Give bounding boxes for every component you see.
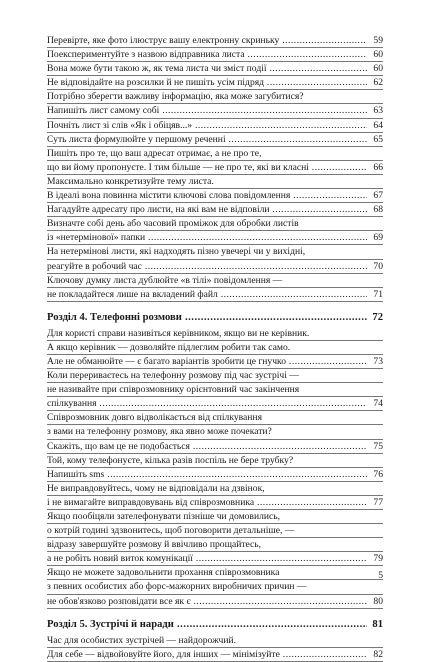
toc-entry-text: з певних особистих або форс-мажорних виробничих причин —	[47, 581, 307, 593]
toc-entry-text: не покладайтеся лише на вкладений файл .....	[47, 288, 367, 301]
section-heading-5[interactable]	[47, 616, 383, 633]
toc-entry[interactable]	[47, 566, 383, 580]
toc-entry-page: 64	[373, 119, 383, 131]
toc-entry-page: 73	[373, 355, 383, 367]
toc-entry[interactable]	[47, 189, 383, 203]
toc-entry-text: Почніть лист зі слів «Як і обіцяв...» .....	[47, 119, 367, 132]
section-page: 72	[372, 311, 383, 323]
toc-entry[interactable]	[47, 524, 383, 538]
toc-entries-chapter3	[47, 34, 383, 302]
toc-entry[interactable]	[47, 648, 383, 662]
toc-entry[interactable]	[47, 411, 383, 425]
toc-entry-page: 68	[373, 204, 383, 216]
toc-entry-page: 74	[373, 398, 383, 410]
toc-entry-page: 70	[373, 260, 383, 272]
toc-entry-text: відразу завершуйте розмову й ввічливо прощайтесь,	[47, 539, 262, 551]
toc-entry-page: 71	[373, 288, 383, 300]
toc-entry-page: 60	[373, 49, 383, 61]
toc-entry-text: Для користі справи називіться керівником, якщо ви не керівник.	[47, 327, 310, 339]
toc-entry-text: Скажіть, що вам це не подобається .....	[47, 440, 367, 453]
toc-entry-text: Але не обманюйте — є багато варіантів зробити це гнучко .....	[47, 355, 367, 368]
toc-entry[interactable]	[47, 288, 383, 302]
toc-entry-text: Не виправдовуйтесь, чому не відповідали на дзвінок,	[47, 482, 265, 494]
toc-entry[interactable]	[47, 634, 383, 648]
toc-entry[interactable]	[47, 595, 383, 609]
toc-entry-text: Якщо не можете задовольнити прохання співрозмовника	[47, 567, 280, 579]
toc-entry[interactable]	[47, 104, 383, 118]
toc-entry-page: 66	[373, 161, 383, 173]
toc-entry[interactable]	[47, 468, 383, 482]
toc-entry-text: Той, кому телефонуєте, кілька разів поспіль не бере трубку?	[47, 454, 294, 466]
toc-entry[interactable]	[47, 538, 383, 552]
section-title: Розділ 5. Зустрічі й наради .....	[47, 616, 367, 633]
toc-entry[interactable]	[47, 369, 383, 383]
toc-entry-text: В ідеалі вона повинна містити ключові слова повідомлення .....	[47, 189, 367, 202]
toc-entry-text: Напишіть sms .....	[47, 468, 367, 481]
table-of-contents	[47, 34, 383, 662]
toc-entry-page: 60	[373, 63, 383, 75]
toc-entry[interactable]	[47, 552, 383, 566]
toc-entry[interactable]	[47, 383, 383, 397]
page-number: 5	[378, 570, 383, 581]
toc-entry-text: Визначте собі день або часовий проміжок для обробки листів	[47, 218, 299, 230]
toc-entry[interactable]	[47, 119, 383, 133]
toc-entry-text: що ви йому пропонуєте. І тим більше — не про те, які ви класні .....	[47, 161, 367, 174]
toc-entry[interactable]	[47, 496, 383, 510]
toc-entry[interactable]	[47, 161, 383, 175]
toc-entry-text: Максимально конкретизуйте тему листа.	[47, 175, 214, 187]
toc-entry[interactable]	[47, 510, 383, 524]
toc-entry-page: 75	[373, 440, 383, 452]
toc-entry[interactable]	[47, 147, 383, 161]
toc-entry[interactable]	[47, 260, 383, 274]
toc-entry-text: Пишіть про те, що ваш адресат отримає, а не про те,	[47, 147, 262, 159]
toc-entry-page: 65	[373, 133, 383, 145]
toc-entry[interactable]	[47, 341, 383, 355]
toc-entry[interactable]	[47, 355, 383, 369]
toc-entry-text: Напишіть лист самому собі .....	[47, 104, 367, 117]
section-heading-4[interactable]	[47, 309, 383, 326]
toc-entry-text: Для себе — відвойовуйте його, для інших — мінімізуйте .....	[47, 648, 367, 661]
toc-entry[interactable]	[47, 274, 383, 288]
toc-entry[interactable]	[47, 90, 383, 104]
toc-entry-text: і не вимагайте виправдовувань від співрозмовника .....	[47, 496, 367, 509]
toc-entry[interactable]	[47, 580, 383, 594]
toc-entry[interactable]	[47, 440, 383, 454]
section-title: Розділ 4. Телефонні розмови .....	[47, 309, 367, 326]
toc-entry-text: Співрозмовник довго відволікається від спілкування	[47, 412, 262, 424]
toc-entries-chapter4	[47, 327, 383, 609]
toc-entry-text: На нетермінові листи, які надходять пізно увечері чи у вихідні,	[47, 246, 306, 258]
toc-entry[interactable]	[47, 62, 383, 76]
toc-entry-page: 67	[373, 190, 383, 202]
toc-entry-text: із «нетермінової» папки .....	[47, 231, 367, 244]
toc-entry-text: Поекспериментуйте з назвою відправника листа .....	[47, 48, 367, 61]
toc-entry-page: 80	[373, 595, 383, 607]
toc-entry[interactable]	[47, 203, 383, 217]
toc-entry-page: 82	[373, 648, 383, 660]
toc-entry-text: Нагадуйте адресату про листи, на які вам не відповіли .....	[47, 203, 367, 216]
toc-entry-text: Потрібно зберегти важливу інформацію, яка може загубитися?	[47, 91, 304, 103]
toc-entry-text: спілкування .....	[47, 397, 367, 410]
toc-entry-text: Коли перериваєтесь на телефонну розмову під час зустрічі —	[47, 370, 299, 382]
toc-entry-text: Не відповідайте на розсилки й не пишіть усім підряд .....	[47, 76, 367, 89]
toc-entry[interactable]	[47, 454, 383, 468]
toc-entry-page: 59	[373, 35, 383, 46]
toc-entry[interactable]	[47, 482, 383, 496]
toc-entry-text: не називайте при співрозмовнику орієнтовний час закінчення	[47, 384, 300, 396]
toc-entry-page: 76	[373, 468, 383, 480]
toc-entry[interactable]	[47, 34, 383, 48]
section-page: 81	[372, 618, 383, 630]
toc-entry[interactable]	[47, 327, 383, 341]
toc-entry-text: а не робіть новий виток комунікації .....	[47, 552, 367, 565]
toc-entry[interactable]	[47, 425, 383, 439]
toc-entry[interactable]	[47, 245, 383, 259]
toc-entries-chapter5	[47, 634, 383, 662]
toc-entry[interactable]	[47, 76, 383, 90]
toc-entry[interactable]	[47, 175, 383, 189]
toc-entry-text: А якщо керівник — дозволяйте підлеглим робити так само.	[47, 341, 291, 353]
toc-entry[interactable]	[47, 231, 383, 245]
toc-entry[interactable]	[47, 48, 383, 62]
toc-entry-text: Перевірте, яке фото ілюструє вашу електронну скриньку .....	[47, 34, 367, 47]
toc-entry-page: 62	[373, 77, 383, 89]
toc-entry[interactable]	[47, 217, 383, 231]
toc-entry-text: Вона може бути такою ж, як тема листа чи зміст події .....	[47, 62, 367, 75]
toc-entry[interactable]	[47, 133, 383, 147]
toc-entry-text: з вами на телефонну розмову, яка явно може почекати?	[47, 426, 272, 438]
toc-entry[interactable]	[47, 397, 383, 411]
toc-entry-text: Час для особистих зустрічей — найдорожчий.	[47, 634, 236, 646]
toc-entry-text: реагуйте в робочий час .....	[47, 260, 367, 273]
toc-entry-text: Якщо пообіцяли зателефонувати пізніше чи домовились,	[47, 511, 281, 522]
toc-entry-page: 69	[373, 232, 383, 244]
toc-entry-page: 77	[373, 496, 383, 508]
toc-entry-page: 79	[373, 553, 383, 565]
toc-entry-text: Суть листа формулюйте у першому реченні .....	[47, 133, 367, 146]
toc-entry-text: не обов'язково розповідати все як є .....	[47, 595, 367, 608]
toc-entry-page: 63	[373, 105, 383, 117]
toc-entry-text: Ключову думку листа дублюйте «в тілі» повідомлення —	[47, 274, 283, 286]
toc-entry-text: о котрій годині здзвонитесь, щоб поговорити детальніше, —	[47, 525, 295, 537]
